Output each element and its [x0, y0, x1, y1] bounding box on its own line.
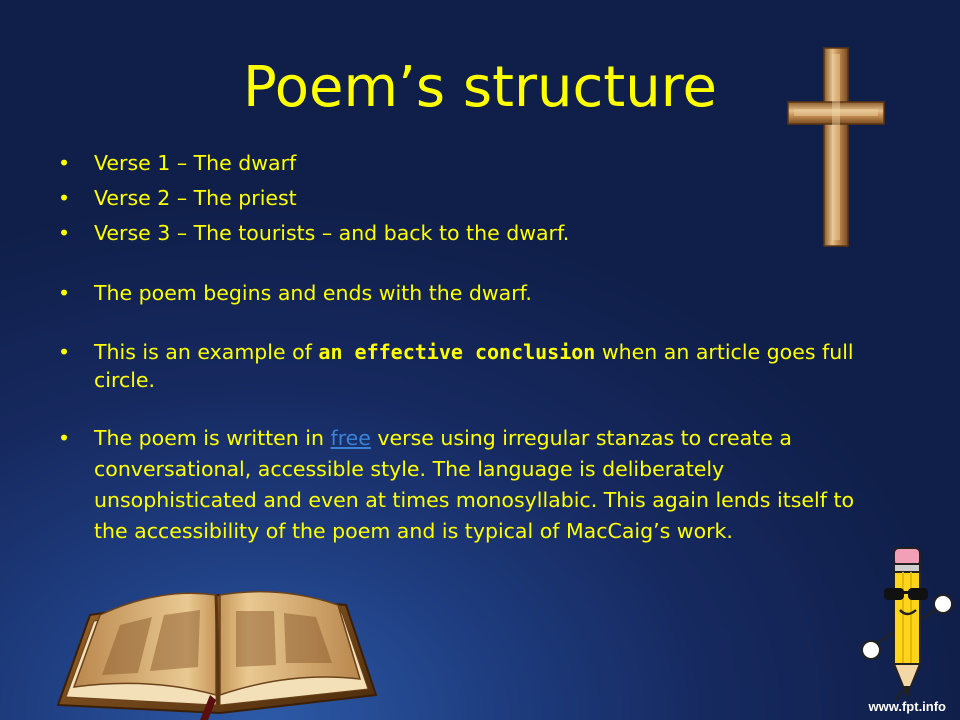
bullet-item: [58, 218, 888, 249]
bullet-item: [58, 423, 888, 547]
bullet-text-post: when an article goes full circle.: [94, 340, 854, 392]
bullet-list: [58, 148, 888, 547]
spacer: [58, 309, 888, 338]
bullet-text: Verse 3 – The tourists – and back to the dwarf.: [94, 221, 570, 245]
free-link[interactable]: free: [330, 426, 371, 450]
bullet-item: [58, 278, 888, 309]
footer-url: www.fpt.info: [868, 699, 946, 714]
bullet-text: The poem begins and ends with the dwarf.: [94, 281, 532, 305]
emphasis-text: an effective conclusion: [318, 340, 596, 364]
open-book-image: [50, 555, 380, 720]
bullet-text-post: verse using irregular stanzas to create a conversational, accessible style. The language is deliberately unsophisticated and even at times monosyllabic. This again lends itself to the accessibility of the poem and is typical of MacCaig’s work.: [94, 426, 855, 543]
bullet-item: [58, 183, 888, 214]
pencil-mascot-image: [848, 540, 960, 702]
slide-title: Poem’s structure: [243, 55, 717, 120]
spacer: [58, 394, 888, 423]
bullet-dot: •: [58, 151, 71, 175]
bullet-dot: •: [58, 221, 71, 245]
bullet-text-pre: The poem is written in: [94, 426, 331, 450]
bullet-dot: •: [58, 426, 71, 450]
bullet-dot: •: [58, 186, 71, 210]
bullet-dot: •: [58, 281, 71, 305]
spacer: [58, 249, 888, 278]
bullet-text: Verse 2 – The priest: [94, 186, 297, 210]
bullet-dot: •: [58, 340, 71, 364]
bullet-item: [58, 338, 888, 394]
bullet-text-pre: This is an example of: [94, 340, 319, 364]
bullet-item: [58, 148, 888, 179]
bullet-text: Verse 1 – The dwarf: [94, 151, 297, 175]
